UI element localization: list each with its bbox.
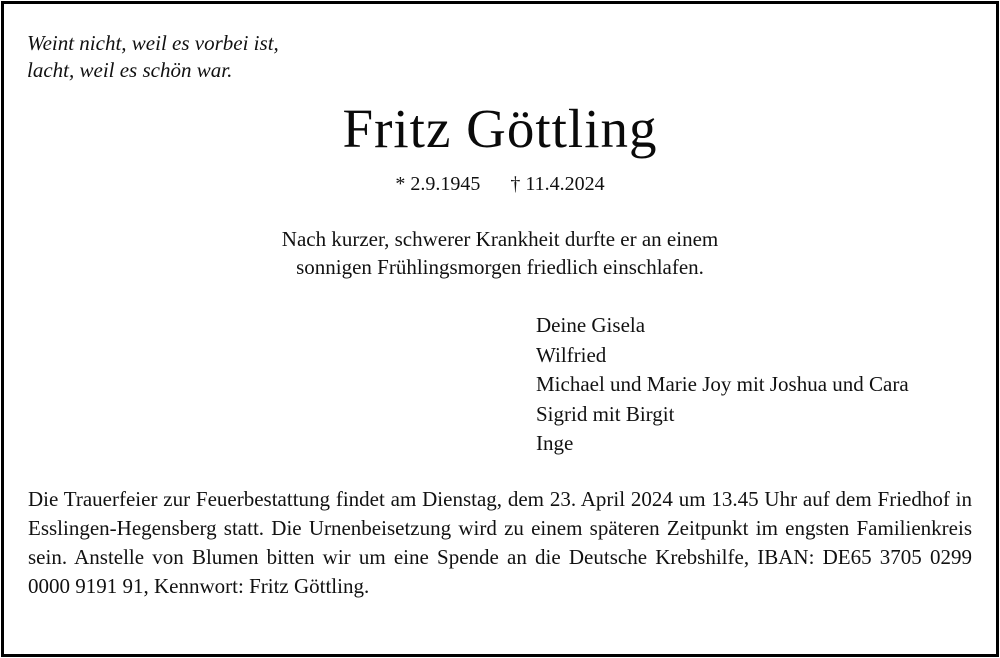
motto-line-2: lacht, weil es schön war. xyxy=(27,58,233,82)
mourner-item: Deine Gisela xyxy=(536,313,646,337)
mourners-list xyxy=(536,311,909,459)
deceased-name: Fritz Göttling xyxy=(342,98,658,159)
funeral-notice-text: Die Trauerfeier zur Feuerbestattung findet am Dienstag, dem 23. April 2024 um 13.45 Uhr auf dem Friedhof in Esslingen-Hegensberg statt. Die Urnenbeisetzung wird zu einem späteren Zeitpunkt im engsten Familienkreis sein. Anstelle von Blumen bitten wir um eine Spende an die Deutsche Krebshilfe, IBAN: DE65 3705 0299 0000 9191 91, Kennwort: Fritz Göttling. xyxy=(28,487,972,598)
birth-date: * 2.9.1945 xyxy=(395,173,481,195)
intro-line-1: Nach kurzer, schwerer Krankheit durfte er an einem xyxy=(281,227,719,251)
mourner-item: Michael und Marie Joy mit Joshua und Cara xyxy=(536,372,909,396)
mourner-item: Wilfried xyxy=(536,342,607,367)
life-dates xyxy=(0,171,1000,197)
motto-quote xyxy=(27,30,279,84)
intro-line-2: sonnigen Frühlingsmorgen friedlich einschlafen. xyxy=(296,255,704,279)
intro-text xyxy=(0,225,1000,281)
mourner-item: Inge xyxy=(536,431,574,455)
death-date: † 11.4.2024 xyxy=(510,173,605,195)
mourner-item: Sigrid mit Birgit xyxy=(536,401,675,426)
motto-line-1: Weint nicht, weil es vorbei ist, xyxy=(27,31,279,55)
